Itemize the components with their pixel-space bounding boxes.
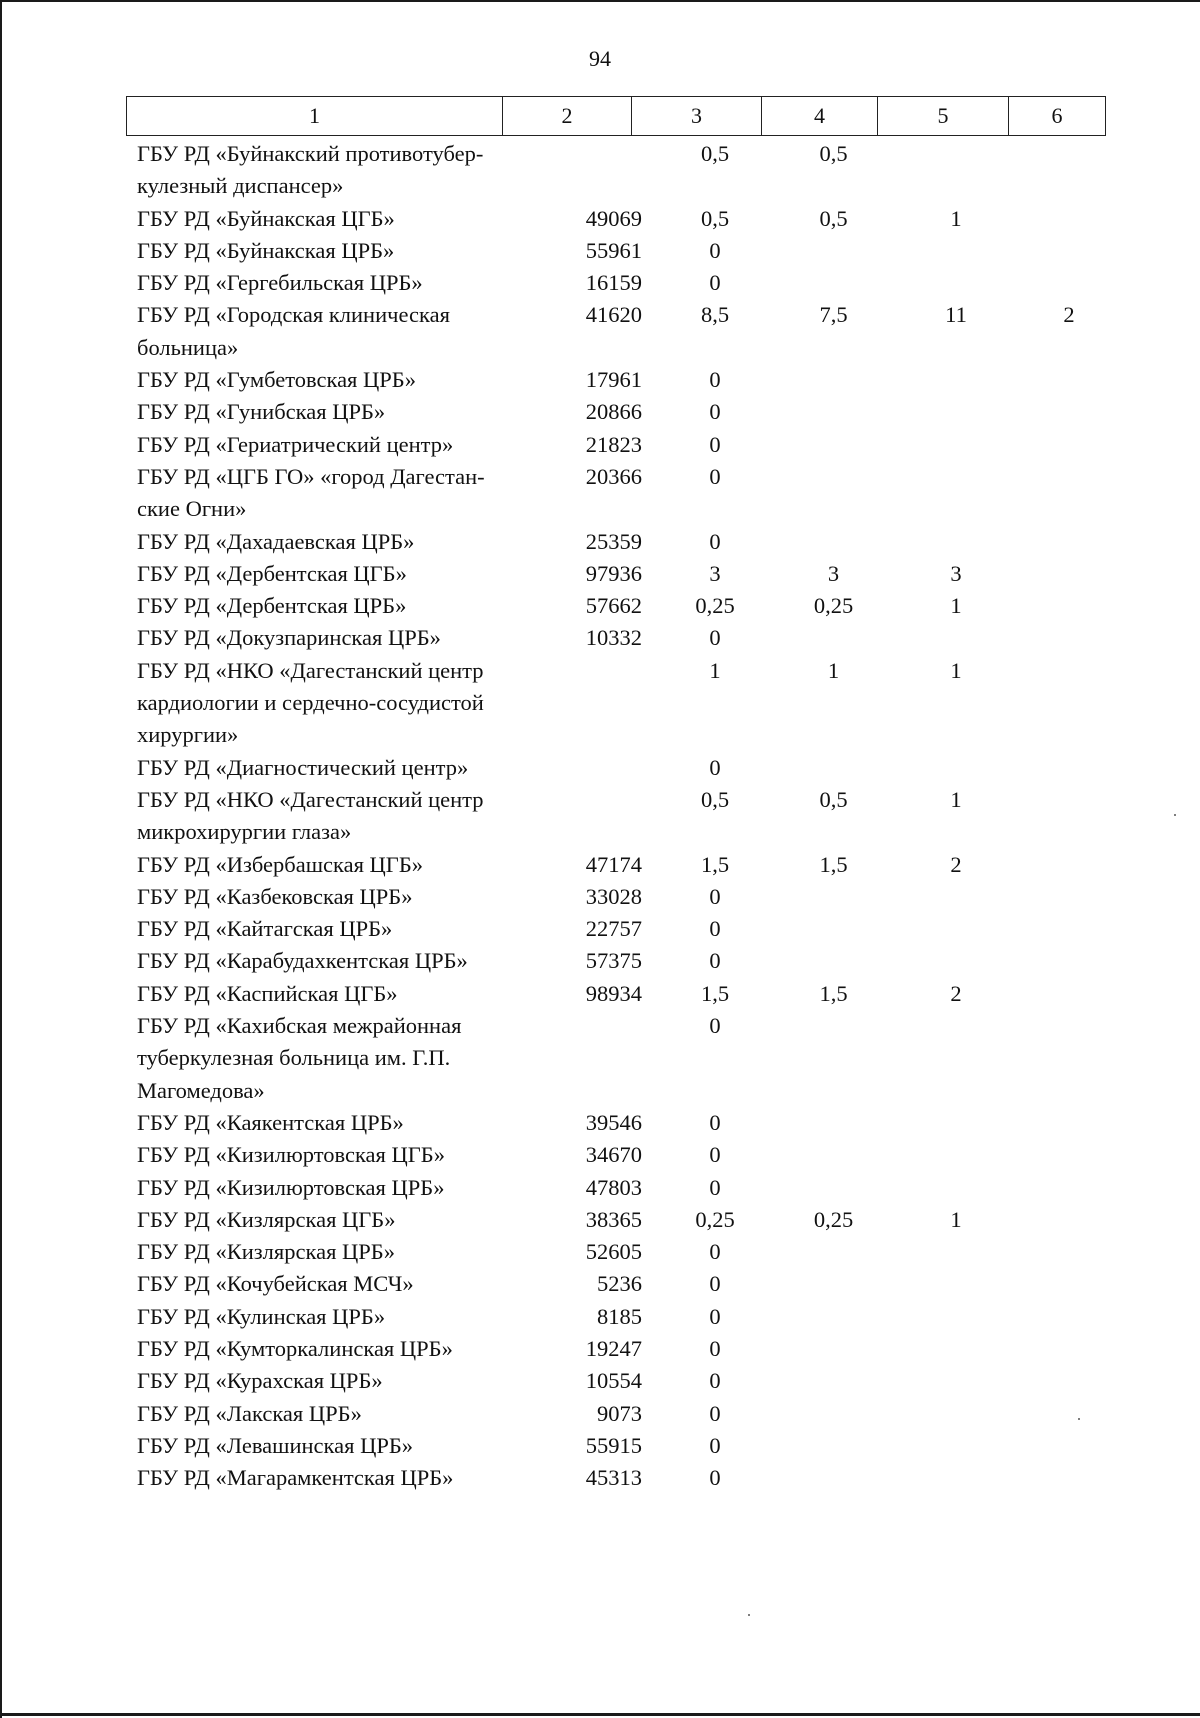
- institution-name: ГБУ РД «Кизлярская ЦГБ»: [137, 1206, 396, 1232]
- cell-col-4: [776, 1010, 891, 1107]
- cell-col-3: 0: [709, 625, 721, 651]
- table-row: [126, 1462, 1117, 1494]
- cell-col-4: [776, 1139, 891, 1171]
- cell-col-6: [1021, 1333, 1117, 1365]
- cell-col-6: [1021, 1462, 1117, 1494]
- cell-col-5: [891, 752, 1021, 784]
- cell-col-3: 0: [709, 1013, 721, 1039]
- institution-name: ГБУ РД «Карабудахкентская ЦРБ»: [137, 948, 468, 974]
- cell-col-4: [776, 1430, 891, 1462]
- page-border-left: [0, 0, 2, 1718]
- cell-col-4: 0,25: [813, 593, 854, 619]
- table-row: [126, 1301, 1117, 1333]
- cell-col-5: 1: [950, 1206, 962, 1232]
- cell-col-6: [1021, 945, 1117, 977]
- cell-col-4: 1: [827, 657, 840, 683]
- cell-col-2: [514, 784, 654, 849]
- cell-col-4: 1,5: [819, 851, 848, 877]
- cell-col-6: [1021, 752, 1117, 784]
- cell-col-2: 38365: [585, 1206, 642, 1232]
- institution-name: ГБУ РД «Докузпаринская ЦРБ»: [137, 625, 441, 651]
- cell-col-5: [891, 526, 1021, 558]
- cell-col-5: [891, 945, 1021, 977]
- cell-col-3: 1,5: [700, 851, 730, 877]
- institutions-table: [126, 138, 1117, 1494]
- institution-name: ГБУ РД «Магарамкентская ЦРБ»: [137, 1465, 454, 1491]
- cell-col-6: [1021, 849, 1117, 881]
- cell-col-5: 1: [950, 205, 962, 231]
- cell-col-2: 5236: [597, 1271, 642, 1297]
- table-row: [126, 913, 1117, 945]
- cell-col-5: 2: [950, 851, 962, 877]
- cell-col-4: [776, 945, 891, 977]
- cell-col-6: [1021, 1172, 1117, 1204]
- cell-col-3: 0: [709, 1368, 721, 1394]
- institution-name: ГБУ РД «Курахская ЦРБ»: [137, 1368, 383, 1394]
- institution-name: ГБУ РД «НКО «Дагестанский центр кардиологии и сердечно-сосудистой хирургии»: [137, 657, 484, 748]
- cell-col-4: 0,5: [819, 205, 848, 231]
- cell-col-3: 0: [709, 1400, 721, 1426]
- cell-col-6: [1021, 1010, 1117, 1107]
- cell-col-3: 0: [709, 1239, 721, 1265]
- cell-col-5: [891, 267, 1021, 299]
- cell-col-5: [891, 235, 1021, 267]
- cell-col-2: 8185: [597, 1303, 642, 1329]
- cell-col-3: 0: [709, 883, 721, 909]
- cell-col-5: [891, 913, 1021, 945]
- cell-col-4: [776, 429, 891, 461]
- cell-col-3: 0: [709, 237, 721, 263]
- cell-col-3: 0,25: [695, 593, 735, 619]
- column-header-6: 6: [1009, 97, 1106, 136]
- cell-col-3: 0,5: [700, 205, 730, 231]
- cell-col-4: [776, 1333, 891, 1365]
- cell-col-4: [776, 267, 891, 299]
- institution-name: ГБУ РД «Кахибская межрайонная туберкулезная больница им. Г.П. Магомедова»: [137, 1013, 462, 1103]
- cell-col-4: [776, 1398, 891, 1430]
- cell-col-5: [891, 461, 1021, 526]
- institution-name: ГБУ РД «Городская клиническая больница»: [137, 302, 450, 360]
- cell-col-6: [1021, 396, 1117, 428]
- cell-col-3: 0: [709, 270, 721, 296]
- cell-col-6: [1021, 1107, 1117, 1139]
- cell-col-3: 0: [709, 948, 721, 974]
- institution-name: ГБУ РД «Казбековская ЦРБ»: [137, 883, 413, 909]
- cell-col-6: [1021, 913, 1117, 945]
- table-row: [126, 267, 1117, 299]
- cell-col-6: [1021, 1301, 1117, 1333]
- cell-col-5: [891, 1333, 1021, 1365]
- scan-speck: [1174, 814, 1176, 816]
- cell-col-3: 0: [709, 1465, 721, 1491]
- table-row: [126, 1107, 1117, 1139]
- cell-col-2: [514, 655, 654, 752]
- cell-col-4: 0,5: [819, 141, 848, 166]
- column-header-row: [127, 97, 1106, 136]
- institution-name: ГБУ РД «Гериатрический центр»: [137, 431, 454, 457]
- table-row: [126, 138, 1117, 203]
- cell-col-5: 11: [945, 302, 967, 328]
- cell-col-5: [891, 1268, 1021, 1300]
- cell-col-5: 1: [950, 786, 962, 812]
- cell-col-4: 0,5: [819, 786, 848, 812]
- table-row: [126, 655, 1117, 752]
- table-row: [126, 978, 1117, 1010]
- table-row: [126, 429, 1117, 461]
- cell-col-6: [1021, 978, 1117, 1010]
- institution-name: ГБУ РД «Дербентская ЦРБ»: [137, 593, 407, 619]
- cell-col-6: [1021, 429, 1117, 461]
- cell-col-4: [776, 1236, 891, 1268]
- table-row: [126, 364, 1117, 396]
- cell-col-4: [776, 526, 891, 558]
- cell-col-5: [891, 1365, 1021, 1397]
- scan-speck: [748, 1614, 750, 1616]
- page-border-bottom: [0, 1713, 1200, 1716]
- cell-col-4: [776, 913, 891, 945]
- cell-col-5: [891, 396, 1021, 428]
- cell-col-6: [1021, 1236, 1117, 1268]
- table-row: [126, 235, 1117, 267]
- table-row: [126, 1398, 1117, 1430]
- table-row: [126, 1268, 1117, 1300]
- cell-col-4: [776, 1268, 891, 1300]
- cell-col-2: 33028: [585, 883, 642, 909]
- cell-col-5: [891, 1236, 1021, 1268]
- cell-col-5: [891, 1107, 1021, 1139]
- table-row: [126, 1139, 1117, 1171]
- cell-col-2: [514, 138, 654, 203]
- table-row: [126, 1172, 1117, 1204]
- cell-col-3: 0: [709, 1335, 721, 1361]
- cell-col-3: 8,5: [700, 302, 730, 328]
- cell-col-2: 34670: [585, 1142, 642, 1168]
- cell-col-2: 10332: [585, 625, 642, 651]
- cell-col-5: [891, 1172, 1021, 1204]
- cell-col-4: 7,5: [819, 302, 848, 328]
- cell-col-3: 1,5: [700, 980, 730, 1006]
- cell-col-5: [891, 1430, 1021, 1462]
- cell-col-4: 0,25: [813, 1206, 854, 1232]
- cell-col-6: [1021, 526, 1117, 558]
- cell-col-3: 0: [709, 916, 721, 942]
- scan-speck: [1078, 1418, 1080, 1420]
- table-row: [126, 945, 1117, 977]
- cell-col-2: 55915: [585, 1432, 642, 1458]
- cell-col-3: 0: [709, 528, 721, 554]
- cell-col-5: [891, 881, 1021, 913]
- institution-name: ГБУ РД «Гергебильская ЦРБ»: [137, 270, 423, 296]
- column-header-2: 2: [503, 97, 632, 136]
- cell-col-3: 0: [709, 399, 721, 425]
- page-number: 94: [589, 46, 611, 71]
- cell-col-6: [1021, 655, 1117, 752]
- table-row: [126, 849, 1117, 881]
- cell-col-3: 0,25: [695, 1206, 735, 1232]
- cell-col-5: [891, 429, 1021, 461]
- cell-col-4: 3: [827, 560, 840, 586]
- table-row: [126, 784, 1117, 849]
- cell-col-6: [1021, 1268, 1117, 1300]
- column-header-table: [126, 96, 1106, 136]
- table-row: [126, 622, 1117, 654]
- institution-name: ГБУ РД «Кулинская ЦРБ»: [137, 1303, 386, 1329]
- institution-name: ГБУ РД «ЦГБ ГО» «город Дагестан-ские Огни»: [137, 463, 485, 522]
- cell-col-4: [776, 1365, 891, 1397]
- institution-name: ГБУ РД «Буйнакская ЦГБ»: [137, 205, 395, 231]
- cell-col-5: [891, 138, 1021, 203]
- cell-col-3: 0: [709, 1303, 721, 1329]
- cell-col-2: 55961: [585, 237, 642, 263]
- institution-name: ГБУ РД «Кизилюртовская ЦГБ»: [137, 1142, 445, 1168]
- cell-col-6: [1021, 1365, 1117, 1397]
- cell-col-5: [891, 364, 1021, 396]
- cell-col-2: 45313: [585, 1465, 642, 1491]
- cell-col-3: 0,5: [700, 786, 730, 812]
- cell-col-2: 10554: [585, 1368, 642, 1394]
- institution-name: ГБУ РД «Кочубейская МСЧ»: [137, 1271, 414, 1297]
- cell-col-3: 0: [709, 1271, 721, 1297]
- cell-col-3: 0: [709, 463, 721, 489]
- cell-col-6: [1021, 1430, 1117, 1462]
- cell-col-6: [1021, 590, 1117, 622]
- institution-name: ГБУ РД «Кизилюртовская ЦРБ»: [137, 1174, 445, 1200]
- cell-col-6: [1021, 203, 1117, 235]
- table-row: [126, 1365, 1117, 1397]
- institution-name: ГБУ РД «Каякентская ЦРБ»: [137, 1109, 404, 1135]
- cell-col-4: 1,5: [819, 980, 848, 1006]
- column-header-1: 1: [127, 97, 503, 136]
- institution-name: ГБУ РД «Диагностический центр»: [137, 754, 469, 780]
- cell-col-2: 47803: [585, 1174, 642, 1200]
- table-row: [126, 590, 1117, 622]
- cell-col-4: [776, 881, 891, 913]
- cell-col-3: 0: [709, 754, 721, 780]
- cell-col-4: [776, 364, 891, 396]
- column-header-4: 4: [762, 97, 878, 136]
- cell-col-2: 47174: [585, 851, 642, 877]
- cell-col-5: [891, 1010, 1021, 1107]
- cell-col-2: 98934: [585, 980, 642, 1006]
- table-row: [126, 203, 1117, 235]
- institution-name: ГБУ РД «Дахадаевская ЦРБ»: [137, 528, 415, 554]
- cell-col-4: [776, 1107, 891, 1139]
- cell-col-2: 39546: [585, 1109, 642, 1135]
- cell-col-5: [891, 1462, 1021, 1494]
- institution-name: ГБУ РД «Каспийская ЦГБ»: [137, 980, 398, 1006]
- cell-col-2: 20866: [585, 399, 642, 425]
- column-header-5: 5: [878, 97, 1009, 136]
- cell-col-6: [1021, 1204, 1117, 1236]
- institution-name: ГБУ РД «НКО «Дагестанский центр микрохирургии глаза»: [137, 786, 484, 845]
- institution-name: ГБУ РД «Избербашская ЦГБ»: [137, 851, 423, 877]
- cell-col-6: [1021, 267, 1117, 299]
- table-row: [126, 1010, 1117, 1107]
- cell-col-5: 1: [950, 657, 962, 683]
- institution-name: ГБУ РД «Дербентская ЦГБ»: [137, 560, 407, 586]
- cell-col-4: [776, 461, 891, 526]
- institution-name: ГБУ РД «Левашинская ЦРБ»: [137, 1432, 414, 1458]
- cell-col-4: [776, 1301, 891, 1333]
- cell-col-3: 1: [709, 657, 721, 683]
- cell-col-4: [776, 396, 891, 428]
- cell-col-3: 3: [709, 560, 721, 586]
- cell-col-2: [514, 1010, 654, 1107]
- column-header-3: 3: [632, 97, 762, 136]
- table-row: [126, 558, 1117, 590]
- institution-name: ГБУ РД «Гумбетовская ЦРБ»: [137, 367, 416, 393]
- cell-col-5: [891, 622, 1021, 654]
- table-row: [126, 752, 1117, 784]
- cell-col-2: 22757: [585, 916, 642, 942]
- table-row: [126, 299, 1117, 364]
- cell-col-2: 57375: [585, 948, 642, 974]
- institution-name: ГБУ РД «Лакская ЦРБ»: [137, 1400, 362, 1426]
- cell-col-5: [891, 1398, 1021, 1430]
- cell-col-6: [1021, 235, 1117, 267]
- cell-col-2: 25359: [585, 528, 642, 554]
- cell-col-5: 1: [950, 593, 962, 619]
- cell-col-3: 0: [709, 431, 721, 457]
- cell-col-6: [1021, 622, 1117, 654]
- table-row: [126, 526, 1117, 558]
- cell-col-2: 16159: [585, 270, 642, 296]
- cell-col-2: 49069: [585, 205, 642, 231]
- table-row: [126, 461, 1117, 526]
- table-row: [126, 1430, 1117, 1462]
- cell-col-2: 20366: [585, 463, 642, 489]
- cell-col-5: [891, 1301, 1021, 1333]
- institution-name: ГБУ РД «Кизлярская ЦРБ»: [137, 1239, 395, 1265]
- cell-col-2: [514, 752, 654, 784]
- cell-col-5: [891, 1139, 1021, 1171]
- cell-col-4: [776, 622, 891, 654]
- cell-col-6: 2: [1063, 302, 1075, 328]
- cell-col-3: 0,5: [700, 141, 730, 166]
- cell-col-6: [1021, 1398, 1117, 1430]
- table-row: [126, 1204, 1117, 1236]
- cell-col-2: 21823: [585, 431, 642, 457]
- table-row: [126, 396, 1117, 428]
- table-row: [126, 881, 1117, 913]
- institution-name: ГБУ РД «Кайтагская ЦРБ»: [137, 916, 393, 942]
- cell-col-2: 41620: [585, 302, 642, 328]
- cell-col-4: [776, 1462, 891, 1494]
- cell-col-6: [1021, 138, 1117, 203]
- cell-col-3: 0: [709, 1174, 721, 1200]
- cell-col-2: 9073: [597, 1400, 642, 1426]
- cell-col-6: [1021, 1139, 1117, 1171]
- table-row: [126, 1333, 1117, 1365]
- cell-col-4: [776, 1172, 891, 1204]
- cell-col-2: 97936: [585, 560, 642, 586]
- cell-col-4: [776, 235, 891, 267]
- cell-col-5: 3: [950, 560, 962, 586]
- cell-col-6: [1021, 461, 1117, 526]
- cell-col-5: 2: [950, 980, 962, 1006]
- cell-col-2: 52605: [585, 1239, 642, 1265]
- table-row: [126, 1236, 1117, 1268]
- cell-col-6: [1021, 784, 1117, 849]
- institution-name: ГБУ РД «Буйнакский противотубер-кулезный диспансер»: [137, 141, 484, 199]
- cell-col-6: [1021, 364, 1117, 396]
- cell-col-3: 0: [709, 1142, 721, 1168]
- cell-col-3: 0: [709, 1432, 721, 1458]
- cell-col-2: 17961: [585, 367, 642, 393]
- institution-name: ГБУ РД «Гунибская ЦРБ»: [137, 399, 386, 425]
- cell-col-2: 57662: [585, 593, 642, 619]
- institution-name: ГБУ РД «Буйнакская ЦРБ»: [137, 237, 395, 263]
- cell-col-2: 19247: [585, 1335, 642, 1361]
- cell-col-3: 0: [709, 367, 721, 393]
- page-border-top: [0, 0, 1200, 2]
- cell-col-3: 0: [709, 1109, 721, 1135]
- cell-col-6: [1021, 558, 1117, 590]
- institutions-table-body: [126, 138, 1117, 1494]
- cell-col-4: [776, 752, 891, 784]
- institution-name: ГБУ РД «Кумторкалинская ЦРБ»: [137, 1335, 453, 1361]
- cell-col-6: [1021, 881, 1117, 913]
